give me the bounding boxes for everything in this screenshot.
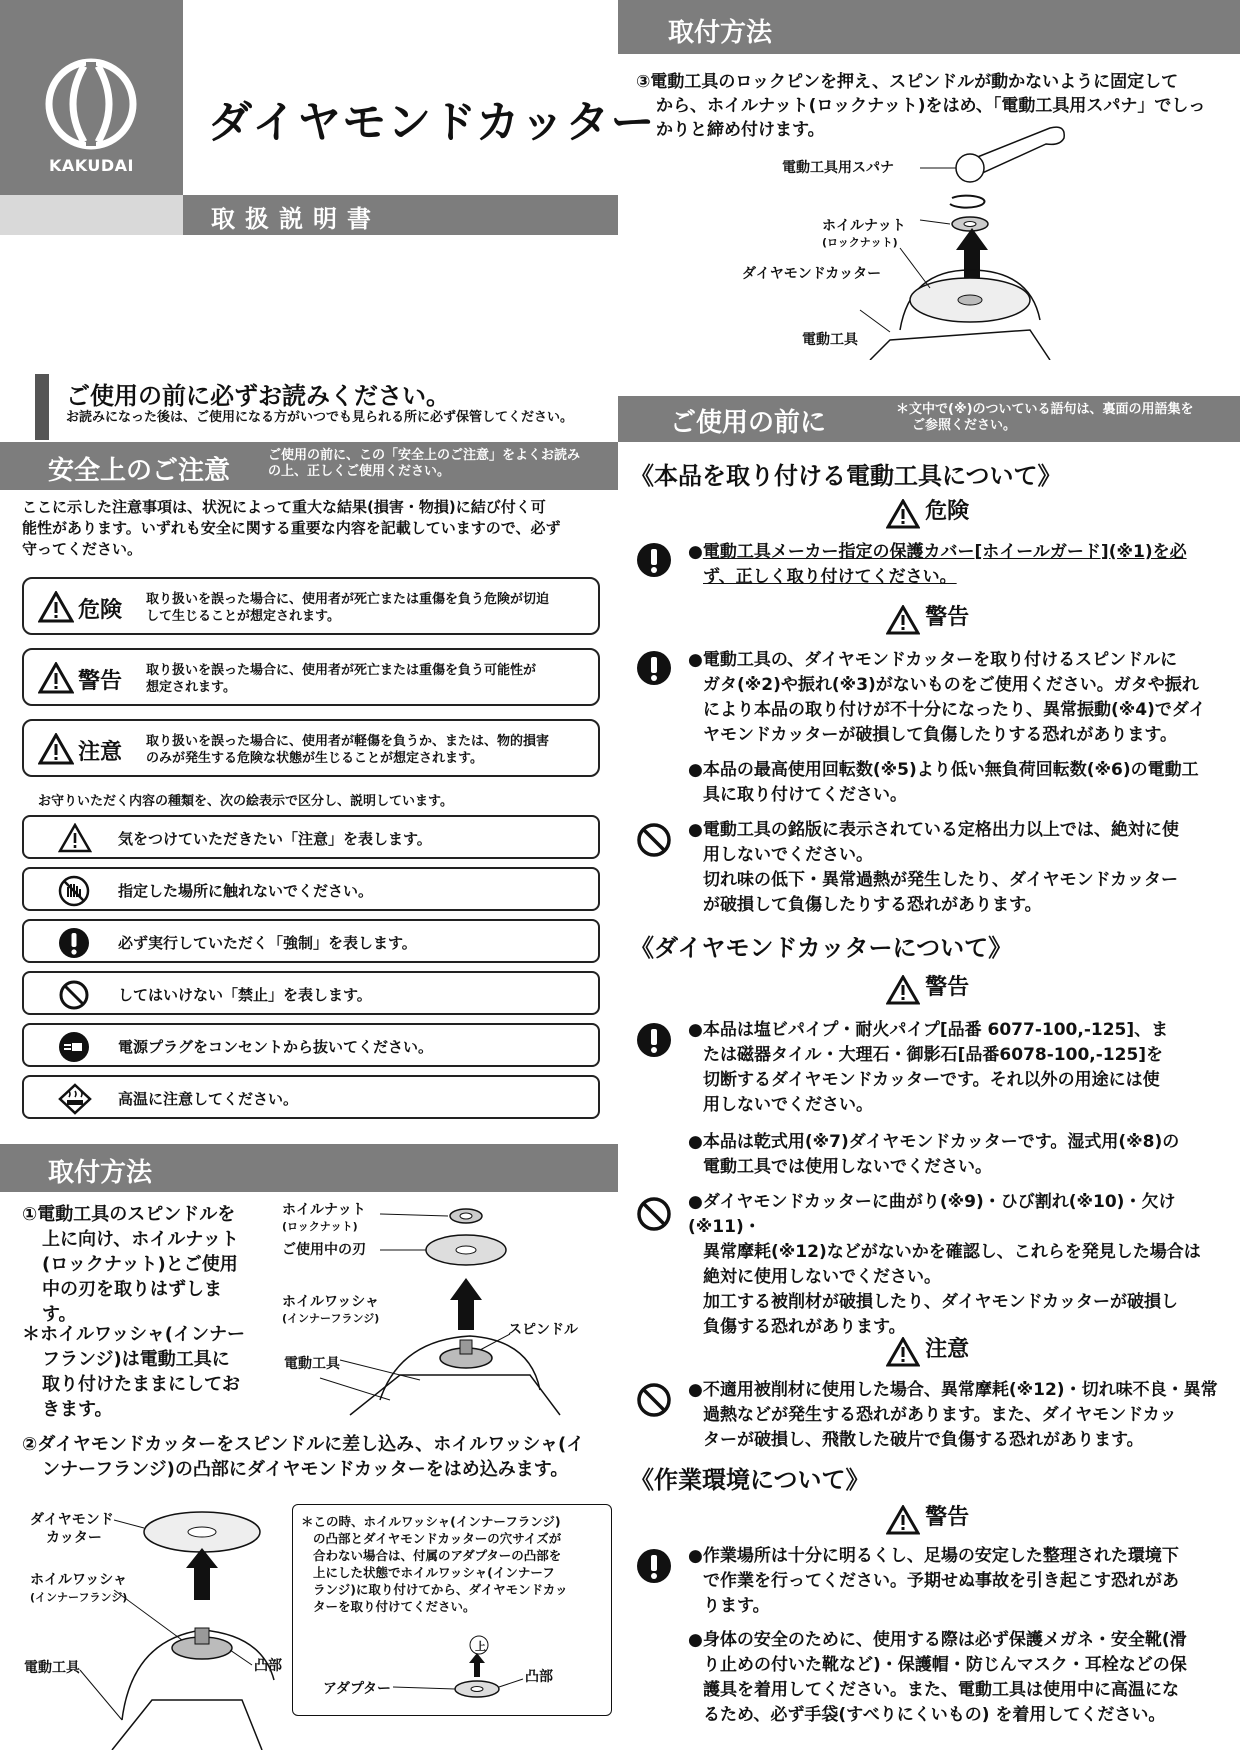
mandatory-icon — [636, 1548, 672, 1584]
s3-warning-item-2: ●身体の安全のために、使用する際は必ず保護メガネ・安全靴(滑 り止めの付いた靴など)・保護帽・防じんマスク・耳栓などの保 護具を着用してください。また、電動工具は使用中に高温にな るため、必ず手袋(すべりにくいもの) を着用してください。 — [688, 1630, 1187, 1725]
safety-heading: 安全上のご注意 — [48, 456, 231, 486]
symbol-text: 電源プラグをコンセントから抜いてください。 — [118, 1038, 434, 1056]
spanner-tighten-diagram — [730, 120, 1070, 360]
mandatory-icon — [636, 650, 672, 686]
warning-label: 警告 — [925, 605, 970, 630]
level-label: 注意 — [78, 740, 123, 765]
label-lock-nut: (ロックナット) — [822, 236, 898, 249]
figure-tighten-nut — [730, 120, 1070, 360]
warning-triangle-icon — [886, 605, 920, 635]
level-warning — [22, 648, 600, 706]
warning-triangle-icon — [886, 1337, 920, 1367]
symbol-row — [22, 867, 600, 911]
safety-section-header — [0, 442, 618, 490]
legend-intro: お守りいただく内容の種類を、次の絵表示で区分し、説明しています。 — [38, 794, 453, 809]
label-power-tool: 電動工具 — [24, 1660, 80, 1676]
read-first-marker — [35, 374, 49, 440]
label-cutter-1: ダイヤモンド — [30, 1512, 114, 1528]
before-use-heading: ご使用の前に — [670, 408, 827, 438]
glossary-note-line: ＊文中で(※)のついている語句は、裏面の用語集を — [896, 402, 1194, 417]
figure-remove-nut — [280, 1200, 610, 1420]
section-power-tool-title: 《本品を取り付ける電動工具について》 — [630, 462, 1062, 490]
install-step2: ②ダイヤモンドカッターをスピンドルに差し込み、ホイルワッシャ(イ ンナーフランジ)の凸部にダイヤモンドカッターをはめ込みます。 — [22, 1434, 585, 1480]
caution-label: 注意 — [925, 1337, 970, 1362]
warning-triangle-icon — [38, 591, 74, 623]
warning-label: 警告 — [925, 975, 970, 1000]
label-wheel-washer: ホイルワッシャ — [282, 1294, 380, 1310]
safety-note-line: の上、正しくご使用ください。 — [268, 464, 451, 479]
level-description: 取り扱いを誤った場合に、使用者が死亡または重傷を負う可能性が 想定されます。 — [146, 663, 537, 695]
manual-subtitle: 取扱説明書 — [183, 195, 618, 235]
label-power-tool: 電動工具 — [802, 332, 858, 348]
level-caution — [22, 719, 600, 777]
warning-triangle-icon — [38, 733, 74, 765]
level-label: 危険 — [78, 598, 123, 623]
s1-warning-item-1: ●電動工具の、ダイヤモンドカッターを取り付けるスピンドルに ガタ(※2)や振れ(※3)がないものをご使用ください。ガタや振れ により本品の取り付けが不十分になったり、異常振動(※4)でダイ ヤモンドカッターが破損して負傷したりする恐れがあります。 — [688, 650, 1206, 745]
s2-warning-item-1: ●本品は塩ビパイプ・耐火パイプ[品番 6077-100,-125]、ま たは磁器タイル・大理石・御影石[品番6078-100,-125]を 切断するダイヤモンドカッターです。それ以外の用途には使 用しないでください。 — [688, 1020, 1169, 1115]
caution-sign — [886, 1332, 969, 1367]
label-current-blade: ご使用中の刃 — [282, 1242, 366, 1258]
section-environment-title: 《作業環境について》 — [630, 1466, 870, 1494]
warning-sign — [886, 970, 969, 1005]
s2-warning-item-3: ●ダイヤモンドカッターに曲がり(※9)・ひび割れ(※10)・欠け(※11)・ 異常摩耗(※12)などがないかを確認し、これらを発見した場合は 絶対に使用しないでください。 加工する被削材が破損したり、ダイヤモンドカッターが破損し 負傷する恐れがあります。 — [688, 1192, 1201, 1337]
figure-attach-cutter — [22, 1500, 612, 1750]
install-continued-header — [618, 0, 1240, 54]
label-wheel-nut: ホイルナット — [282, 1202, 366, 1218]
brand-name: KAKUDAI — [48, 156, 134, 175]
prohibited-icon — [636, 1382, 672, 1418]
install-step1: ①電動工具のスピンドルを 上に向け、ホイルナット (ロックナット)とご使用 中の刃を取りはずします。 — [22, 1204, 239, 1325]
label-adapter-boss: 凸部 — [525, 1669, 553, 1685]
safety-note-line: ご使用の前に、この「安全上のご注意」をよくお読み — [268, 448, 581, 463]
section-cutter-title: 《ダイヤモンドカッターについて》 — [630, 934, 1013, 962]
warning-sign — [886, 1500, 969, 1535]
label-boss: 凸部 — [254, 1658, 282, 1674]
label-up: 上 — [475, 1640, 486, 1653]
intro-line: ここに示した注意事項は、状況によって重大な結果(損害・物損)に結び付く可 — [22, 498, 546, 516]
adapter-note: ＊この時、ホイルワッシャ(インナーフランジ) の凸部とダイヤモンドカッターの穴サイズが 合わない場合は、付属のアダプターの凸部を 上にした状態でホイルワッシャ(インナーフ ランジ)に取り付けてから、ダイヤモンドカッ ターを取り付けてください。 — [301, 1514, 568, 1614]
label-inner-flange: (インナーフランジ) — [30, 1591, 128, 1604]
mandatory-icon — [636, 1022, 672, 1058]
warning-triangle-icon — [886, 1505, 920, 1535]
label-spindle: スピンドル — [508, 1322, 578, 1338]
no-touch-icon — [58, 875, 90, 907]
label-spanner: 電動工具用スパナ — [782, 160, 894, 176]
label-power-tool: 電動工具 — [284, 1356, 340, 1372]
label-inner-flange: (インナーフランジ) — [282, 1312, 380, 1325]
read-first-note: お読みになった後は、ご使用になる方がいつでも見られる所に必ず保管してください。 — [66, 410, 574, 425]
warning-triangle-icon — [38, 662, 74, 694]
label-cutter: ダイヤモンドカッター — [742, 266, 882, 282]
install-heading: 取付方法 — [48, 1158, 153, 1188]
symbol-text: 気をつけていただきたい「注意」を表します。 — [118, 830, 432, 848]
install-step1-note: ＊ホイルワッシャ(インナー フランジ)は電動工具に 取り付けたままにしてお きます。 — [22, 1324, 245, 1420]
hot-surface-icon — [58, 1083, 92, 1115]
brand-logo-block — [0, 0, 183, 195]
read-first-heading: ご使用の前に必ずお読みください。 — [66, 382, 450, 410]
mandatory-icon — [58, 927, 90, 959]
label-wheel-nut: ホイルナット — [822, 218, 906, 234]
before-use-header — [618, 396, 1240, 442]
label-cutter-2: カッター — [46, 1530, 102, 1546]
mandatory-icon — [636, 542, 672, 578]
level-label: 警告 — [78, 669, 123, 694]
s1-danger-item: ●電動工具メーカー指定の保護カバー[ホイールガード](※1)を必 ず、正しく取り付けてください。 — [688, 542, 1187, 587]
s3-warning-item-1: ●作業場所は十分に明るくし、足場の安定した整理された環境下 で作業を行ってください。予期せぬ事故を引き起こす恐れがあ ります。 — [688, 1546, 1179, 1616]
safety-header-note — [268, 448, 580, 480]
s1-warning-item-2: ●本品の最高使用回転数(※5)より低い無負荷回転数(※6)の電動工 具に取り付けてください。 — [688, 760, 1199, 805]
product-title: ダイヤモンドカッター — [208, 97, 656, 148]
symbol-row — [22, 971, 600, 1015]
adapter-note-box — [292, 1504, 612, 1716]
warning-sign — [886, 600, 969, 635]
symbol-row — [22, 815, 600, 859]
glossary-note-line: ご参照ください。 — [912, 418, 1017, 433]
danger-label: 危険 — [925, 499, 970, 524]
level-description: 取り扱いを誤った場合に、使用者が死亡または重傷を負う危険が切迫 して生じることが想定されます。 — [146, 592, 550, 624]
glossary-note — [896, 402, 1194, 434]
level-danger — [22, 577, 600, 635]
symbol-row — [22, 919, 600, 963]
s2-caution-item: ●不適用被削材に使用した場合、異常摩耗(※12)・切れ味不良・異常 過熱などが発生する恐れがあります。また、ダイヤモンドカッ ターが破損し、飛散した破片で負傷する恐れがあります。 — [688, 1380, 1218, 1450]
prohibited-icon — [58, 979, 90, 1011]
level-description: 取り扱いを誤った場合に、使用者が軽傷を負うか、または、物的損害 のみが発生する危険な状態が生じることが想定されます。 — [146, 734, 550, 766]
install-section-header — [0, 1144, 618, 1192]
intro-line: 守ってください。 — [22, 540, 143, 558]
symbol-text: 指定した場所に触れないでください。 — [118, 882, 374, 900]
symbol-row — [22, 1023, 600, 1067]
install-heading-continued: 取付方法 — [668, 18, 773, 48]
warning-triangle-icon — [886, 975, 920, 1005]
intro-line: 能性があります。いずれも安全に関する重要な内容を記載していますので、必ず — [22, 519, 561, 537]
label-adapter: アダプター — [323, 1681, 392, 1697]
symbol-text: してはいけない「禁止」を表します。 — [118, 986, 372, 1004]
symbol-text: 高温に注意してください。 — [118, 1090, 299, 1108]
s2-warning-item-2: ●本品は乾式用(※7)ダイヤモンドカッターです。湿式用(※8)の 電動工具では使用しないでください。 — [688, 1132, 1180, 1177]
danger-sign — [886, 494, 969, 529]
prohibited-icon — [636, 822, 672, 858]
safety-intro — [22, 497, 612, 560]
logo-band — [0, 195, 183, 235]
warning-triangle-icon — [886, 499, 920, 529]
label-lock-nut: (ロックナット) — [282, 1220, 358, 1233]
install-step3: ③電動工具のロックピンを押え、スピンドルが動かないように固定して から、ホイルナット(ロックナット)をはめ、「電動工具用スパナ」でしっ かりと締め付けます。 — [636, 72, 1206, 140]
label-wheel-washer: ホイルワッシャ — [30, 1572, 128, 1588]
symbol-text: 必ず実行していただく「強制」を表します。 — [118, 934, 417, 952]
symbol-row — [22, 1075, 600, 1119]
unplug-icon — [58, 1031, 90, 1063]
caution-triangle-icon — [58, 823, 92, 853]
s1-warning-item-3: ●電動工具の銘版に表示されている定格出力以上では、絶対に使 用しないでください。 切れ味の低下・異常過熱が発生したり、ダイヤモンドカッター が破損して負傷したりする恐れがあります。 — [688, 820, 1179, 915]
prohibited-icon — [636, 1196, 672, 1232]
kakudai-logo-icon — [0, 0, 183, 150]
warning-label: 警告 — [925, 1505, 970, 1530]
